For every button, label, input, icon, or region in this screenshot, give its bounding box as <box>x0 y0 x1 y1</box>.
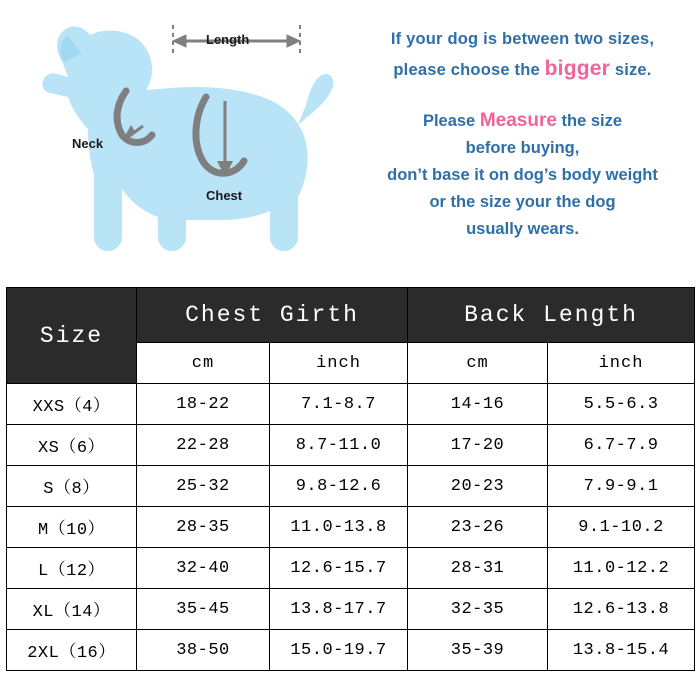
cell-size: XS（6） <box>7 425 137 466</box>
cell-back-cm: 35-39 <box>408 630 548 671</box>
measure-line-5: usually wears. <box>466 220 579 238</box>
cell-chest-inch: 8.7-11.0 <box>270 425 408 466</box>
size-table <box>6 287 695 671</box>
measure-line-1 <box>350 107 695 135</box>
header-chest-girth: Chest Girth <box>137 288 408 343</box>
notice-line-2-post: size. <box>610 61 652 79</box>
cell-back-cm: 28-31 <box>408 548 548 589</box>
table-row <box>7 384 695 425</box>
notice-line-1: If your dog is between two sizes, <box>390 30 655 48</box>
table-row <box>7 425 695 466</box>
cell-chest-cm: 22-28 <box>137 425 270 466</box>
cell-back-cm: 14-16 <box>408 384 548 425</box>
cell-chest-cm: 38-50 <box>137 630 270 671</box>
notice-text-block <box>350 24 695 243</box>
cell-chest-cm: 32-40 <box>137 548 270 589</box>
notice-line-2 <box>350 54 695 85</box>
cell-size: XL（14） <box>7 589 137 630</box>
table-row <box>7 630 695 671</box>
cell-size: 2XL（16） <box>7 630 137 671</box>
cell-back-inch: 12.6-13.8 <box>548 589 695 630</box>
cell-chest-cm: 25-32 <box>137 466 270 507</box>
cell-chest-inch: 7.1-8.7 <box>270 384 408 425</box>
measure-line-1-post: the size <box>556 112 623 130</box>
cell-chest-cm: 18-22 <box>137 384 270 425</box>
measure-line-1-pre: Please <box>422 112 480 130</box>
table-row <box>7 507 695 548</box>
table-row <box>7 589 695 630</box>
cell-chest-inch: 11.0-13.8 <box>270 507 408 548</box>
measure-line-4: or the size your the dog <box>429 193 616 211</box>
table-header-row <box>7 288 695 343</box>
unit-back-inch: inch <box>548 343 695 384</box>
notice-emphasis-measure: Measure <box>479 110 557 131</box>
cell-chest-cm: 28-35 <box>137 507 270 548</box>
cell-back-cm: 23-26 <box>408 507 548 548</box>
label-neck: Neck <box>72 136 104 151</box>
cell-back-inch: 6.7-7.9 <box>548 425 695 466</box>
measure-line-2: before buying, <box>465 139 580 157</box>
cell-size: XXS（4） <box>7 384 137 425</box>
label-chest: Chest <box>206 188 243 203</box>
cell-size: S（8） <box>7 466 137 507</box>
cell-back-inch: 13.8-15.4 <box>548 630 695 671</box>
cell-back-inch: 5.5-6.3 <box>548 384 695 425</box>
cell-back-cm: 20-23 <box>408 466 548 507</box>
cell-chest-inch: 12.6-15.7 <box>270 548 408 589</box>
unit-chest-inch: inch <box>270 343 408 384</box>
notice-emphasis-bigger: bigger <box>544 57 611 80</box>
label-length: Length <box>206 32 250 47</box>
header-back-length: Back Length <box>408 288 695 343</box>
cell-back-inch: 7.9-9.1 <box>548 466 695 507</box>
dog-measurement-diagram <box>10 5 340 280</box>
cell-back-cm: 17-20 <box>408 425 548 466</box>
unit-chest-cm: cm <box>137 343 270 384</box>
cell-chest-inch: 13.8-17.7 <box>270 589 408 630</box>
cell-size: M（10） <box>7 507 137 548</box>
cell-chest-cm: 35-45 <box>137 589 270 630</box>
cell-chest-inch: 15.0-19.7 <box>270 630 408 671</box>
info-section <box>0 0 700 285</box>
unit-back-cm: cm <box>408 343 548 384</box>
header-size: Size <box>7 288 137 384</box>
table-body <box>7 384 695 671</box>
cell-back-inch: 11.0-12.2 <box>548 548 695 589</box>
cell-chest-inch: 9.8-12.6 <box>270 466 408 507</box>
measure-line-3: don’t base it on dog’s body weight <box>387 166 658 184</box>
table-head <box>7 288 695 384</box>
notice-line-2-pre: please choose the <box>393 61 545 79</box>
cell-size: L（12） <box>7 548 137 589</box>
cell-back-cm: 32-35 <box>408 589 548 630</box>
table-row <box>7 466 695 507</box>
measure-paragraph <box>350 107 695 243</box>
table-row <box>7 548 695 589</box>
cell-back-inch: 9.1-10.2 <box>548 507 695 548</box>
size-table-container <box>6 287 694 671</box>
